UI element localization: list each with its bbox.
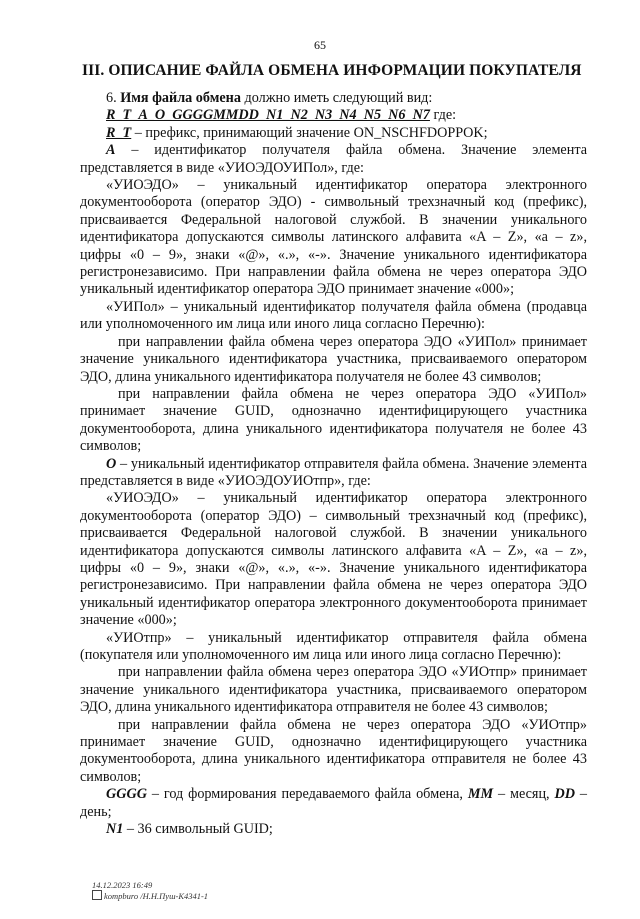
file-name-heading: Имя файла обмена	[120, 90, 241, 106]
paragraph-date: GGGG – год формирования передаваемого файла обмена, MM – месяц, DD – день;	[80, 786, 587, 820]
paragraph-sender-id: O – уникальный идентификатор отправителя файла обмена. Значение элемента представляется в виде «УИОЭДОУИОтпр», где:	[80, 455, 587, 489]
file-name-pattern: R_T_A_O_GGGGMMDD_N1_N2_N3_N4_N5_N6_N7	[106, 107, 430, 124]
section-title: III. ОПИСАНИЕ ФАЙЛА ОБМЕНА ИНФОРМАЦИИ ПОКУПАТЕЛЯ	[82, 62, 582, 79]
paragraph-edo-operator-1: «УИОЭДО» – уникальный идентификатор оператора электронного документооборота (оператор ЭДО) - символьный трехзначный код (префикс), присваивается Федеральной налоговой службой. В значении уникального идентификатора допускаются символы латинского алфавита «A – Z», «a – z», цифры «0 – 9», знаки «@», «.», «-». Значение уникального идентификатора регистронезависимо. При направлении файла обмена не через оператора ЭДО уникальный идентификатор оператора ЭДО принимает значение «000»;	[80, 177, 587, 298]
document-body	[80, 90, 587, 838]
footer-author-line: kompburo /Н.Н.Пуш-К4341-1	[92, 890, 208, 901]
paragraph-uipol-via-edo: при направлении файла обмена через оператора ЭДО «УИПол» принимает значение уникального идентификатора участника, присваиваемого оператором ЭДО, длина уникального идентификатора получателя не более 43 символов;	[80, 333, 587, 385]
paragraph-uipol: «УИПол» – уникальный идентификатор получателя файла обмена (продавца или уполномоченного им лица или иного лица согласно Перечню):	[80, 298, 587, 333]
paragraph-uipol-not-via-edo: при направлении файла обмена не через оператора ЭДО «УИПол» принимает значение GUID, однозначно идентифицирующего участника документооборота, длина уникального идентификатора получателя не более 43 символов;	[80, 385, 587, 455]
paragraph-recipient-id: A – идентификатор получателя файла обмена. Значение элемента представляется в виде «УИОЭДОУИПол», где:	[80, 142, 587, 176]
paragraph-prefix: R_T – префикс, принимающий значение ON_NSCHFDOPPOK;	[106, 124, 488, 141]
paragraph-uiotpr-not-via-edo: при направлении файла обмена не через оператора ЭДО «УИОтпр» принимает значение GUID, однозначно идентифицирующего участника документооборота, длина уникального идентификатора отправителя не более 43 символов;	[80, 716, 587, 785]
paragraph-uiotpr-via-edo: при направлении файла обмена через оператора ЭДО «УИОтпр» принимает значение уникального идентификатора участника, присваиваемого оператором ЭДО, длина уникального идентификатора отправителя не более 43 символов;	[80, 664, 587, 716]
footer-timestamp: 14.12.2023 16:49	[92, 880, 153, 890]
print-footer	[92, 880, 208, 901]
paragraph-pattern: R_T_A_O_GGGGMMDD_N1_N2_N3_N4_N5_N6_N7 где:	[106, 107, 457, 124]
page-number: 65	[314, 38, 326, 52]
document-stamp-icon	[92, 890, 102, 900]
paragraph-n1: N1 – 36 символьный GUID;	[106, 821, 273, 838]
paragraph-uiotpr: «УИОтпр» – уникальный идентификатор отправителя файла обмена (покупателя или уполномоченного им лица или иного лица согласно Перечню):	[80, 629, 587, 663]
paragraph-edo-operator-2: «УИОЭДО» – уникальный идентификатор оператора электронного документооборота (оператор ЭДО) – символьный трехзначный код (префикс), присваивается Федеральной налоговой службой. В значении уникального идентификатора допускаются символы латинского алфавита «A – Z», «a – z», цифры «0 – 9», знаки «@», «.», «-». Значение уникального идентификатора регистронезависимо. При направлении файла обмена не через оператора ЭДО уникальный идентификатор оператора электронного документооборота принимает значение «000»;	[80, 490, 587, 629]
paragraph-file-name: 6. Имя файла обмена должно иметь следующий вид:	[106, 90, 433, 106]
